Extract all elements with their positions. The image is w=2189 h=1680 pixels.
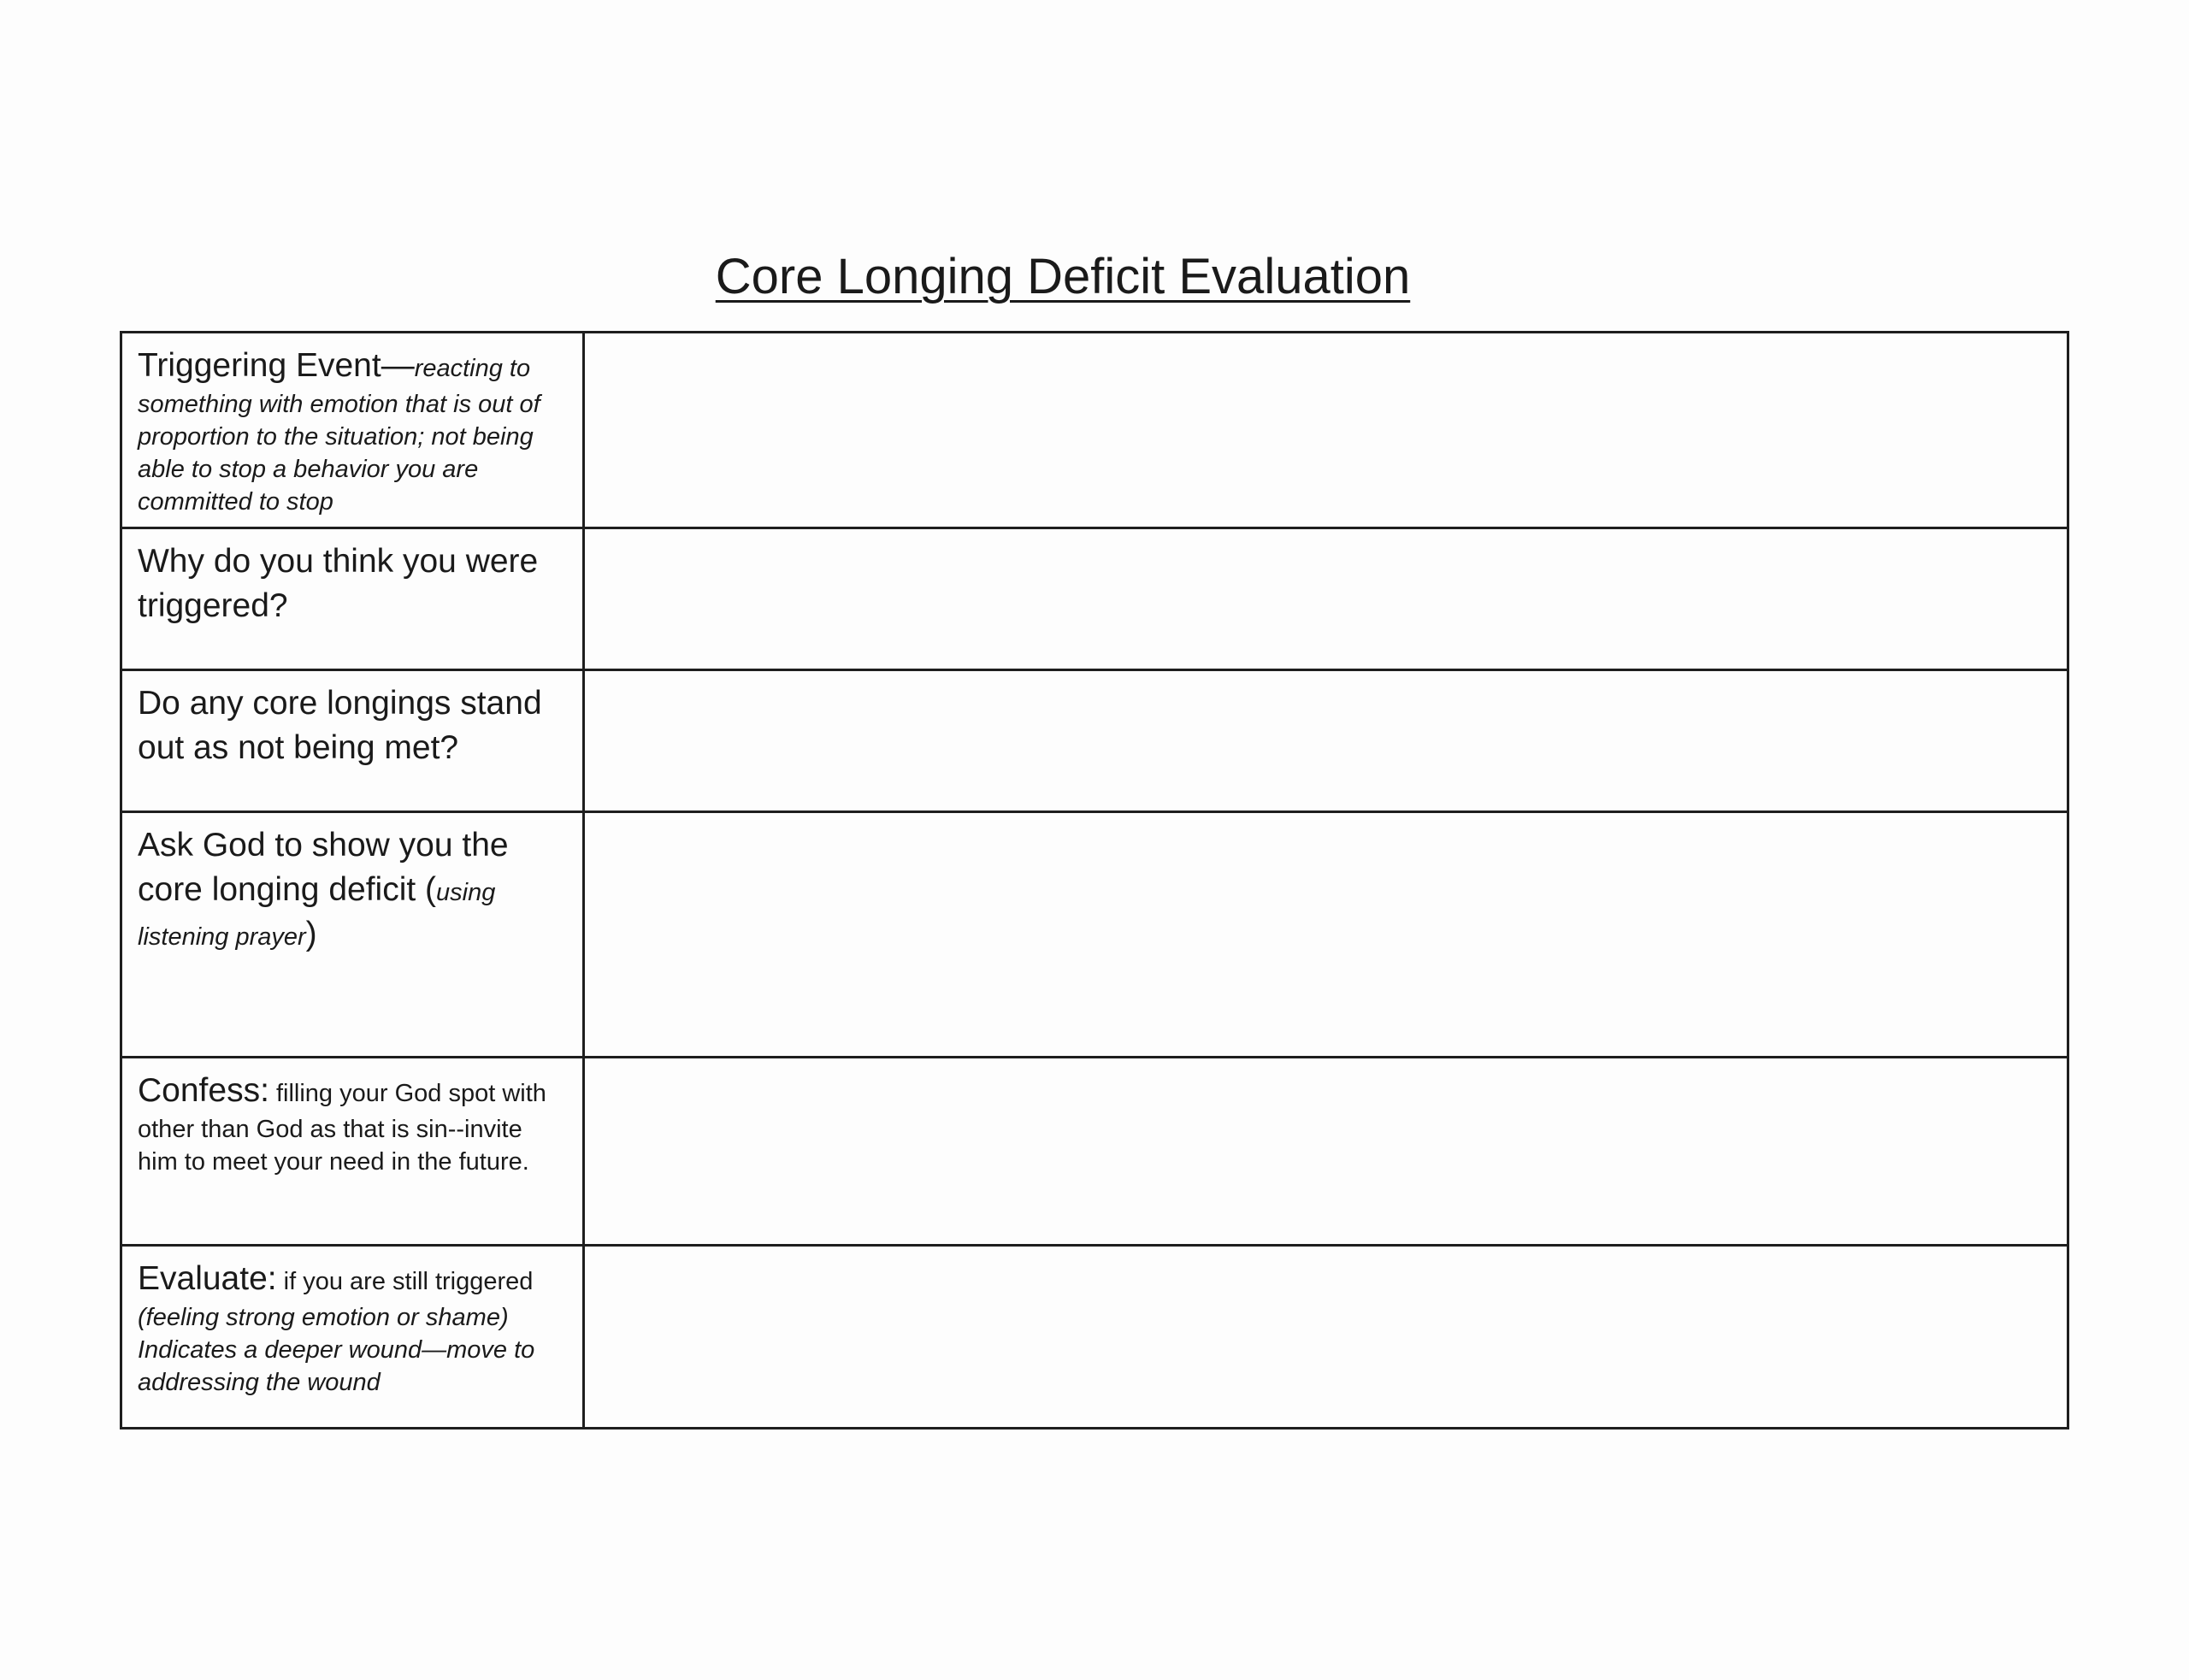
table-row-confess xyxy=(121,1058,2068,1246)
prompt-description: reacting to something with emotion that is out of proportion to the situation; not being able to stop a behavior you are committed to stop xyxy=(138,355,540,516)
prompt-description: filling your God spot with other than God as that is sin--invite him to meet your need in the future. xyxy=(138,1080,546,1176)
page-title-text: Core Longing Deficit Evaluation xyxy=(715,249,1411,304)
answer-field-core-longings[interactable] xyxy=(585,671,2067,758)
prompt-heading: Why do you think you were triggered? xyxy=(138,543,539,624)
prompt-heading: Triggering Event xyxy=(138,347,381,384)
table-row-why-triggered xyxy=(121,528,2068,670)
answer-field-ask-god[interactable] xyxy=(585,813,2067,900)
prompt-cell xyxy=(121,812,584,1058)
prompt-cell xyxy=(121,1058,584,1246)
page-title xyxy=(0,248,2126,305)
answer-field-triggering-event[interactable] xyxy=(585,333,2067,421)
prompt-heading: Confess: xyxy=(138,1072,269,1109)
answer-cell xyxy=(584,670,2068,812)
answer-cell xyxy=(584,1058,2068,1246)
prompt-description: using listening prayer xyxy=(138,879,496,951)
prompt-open-paren: ( xyxy=(416,871,437,908)
prompt-separator: — xyxy=(381,347,415,384)
prompt-cell xyxy=(121,333,584,528)
table-row-core-longings xyxy=(121,670,2068,812)
prompt-heading: Ask God to show you the core longing deficit xyxy=(138,827,509,908)
prompt-cell xyxy=(121,1246,584,1429)
prompt-cell xyxy=(121,528,584,670)
table-row-ask-god xyxy=(121,812,2068,1058)
table-row-triggering-event xyxy=(121,333,2068,528)
answer-field-why-triggered[interactable] xyxy=(585,529,2067,616)
answer-cell xyxy=(584,528,2068,670)
prompt-heading: Do any core longings stand out as not being met? xyxy=(138,685,542,766)
evaluation-table xyxy=(120,331,2069,1429)
prompt-description: (feeling strong emotion or shame) Indicates a deeper wound—move to addressing the wound xyxy=(138,1304,535,1396)
table-row-evaluate xyxy=(121,1246,2068,1429)
prompt-close-paren: ) xyxy=(305,916,317,952)
answer-field-evaluate[interactable] xyxy=(585,1247,2067,1334)
prompt-description-plain: if you are still triggered xyxy=(276,1268,534,1295)
answer-field-confess[interactable] xyxy=(585,1058,2067,1146)
prompt-cell xyxy=(121,670,584,812)
answer-cell xyxy=(584,812,2068,1058)
answer-cell xyxy=(584,1246,2068,1429)
prompt-heading: Evaluate: xyxy=(138,1260,277,1297)
answer-cell xyxy=(584,333,2068,528)
